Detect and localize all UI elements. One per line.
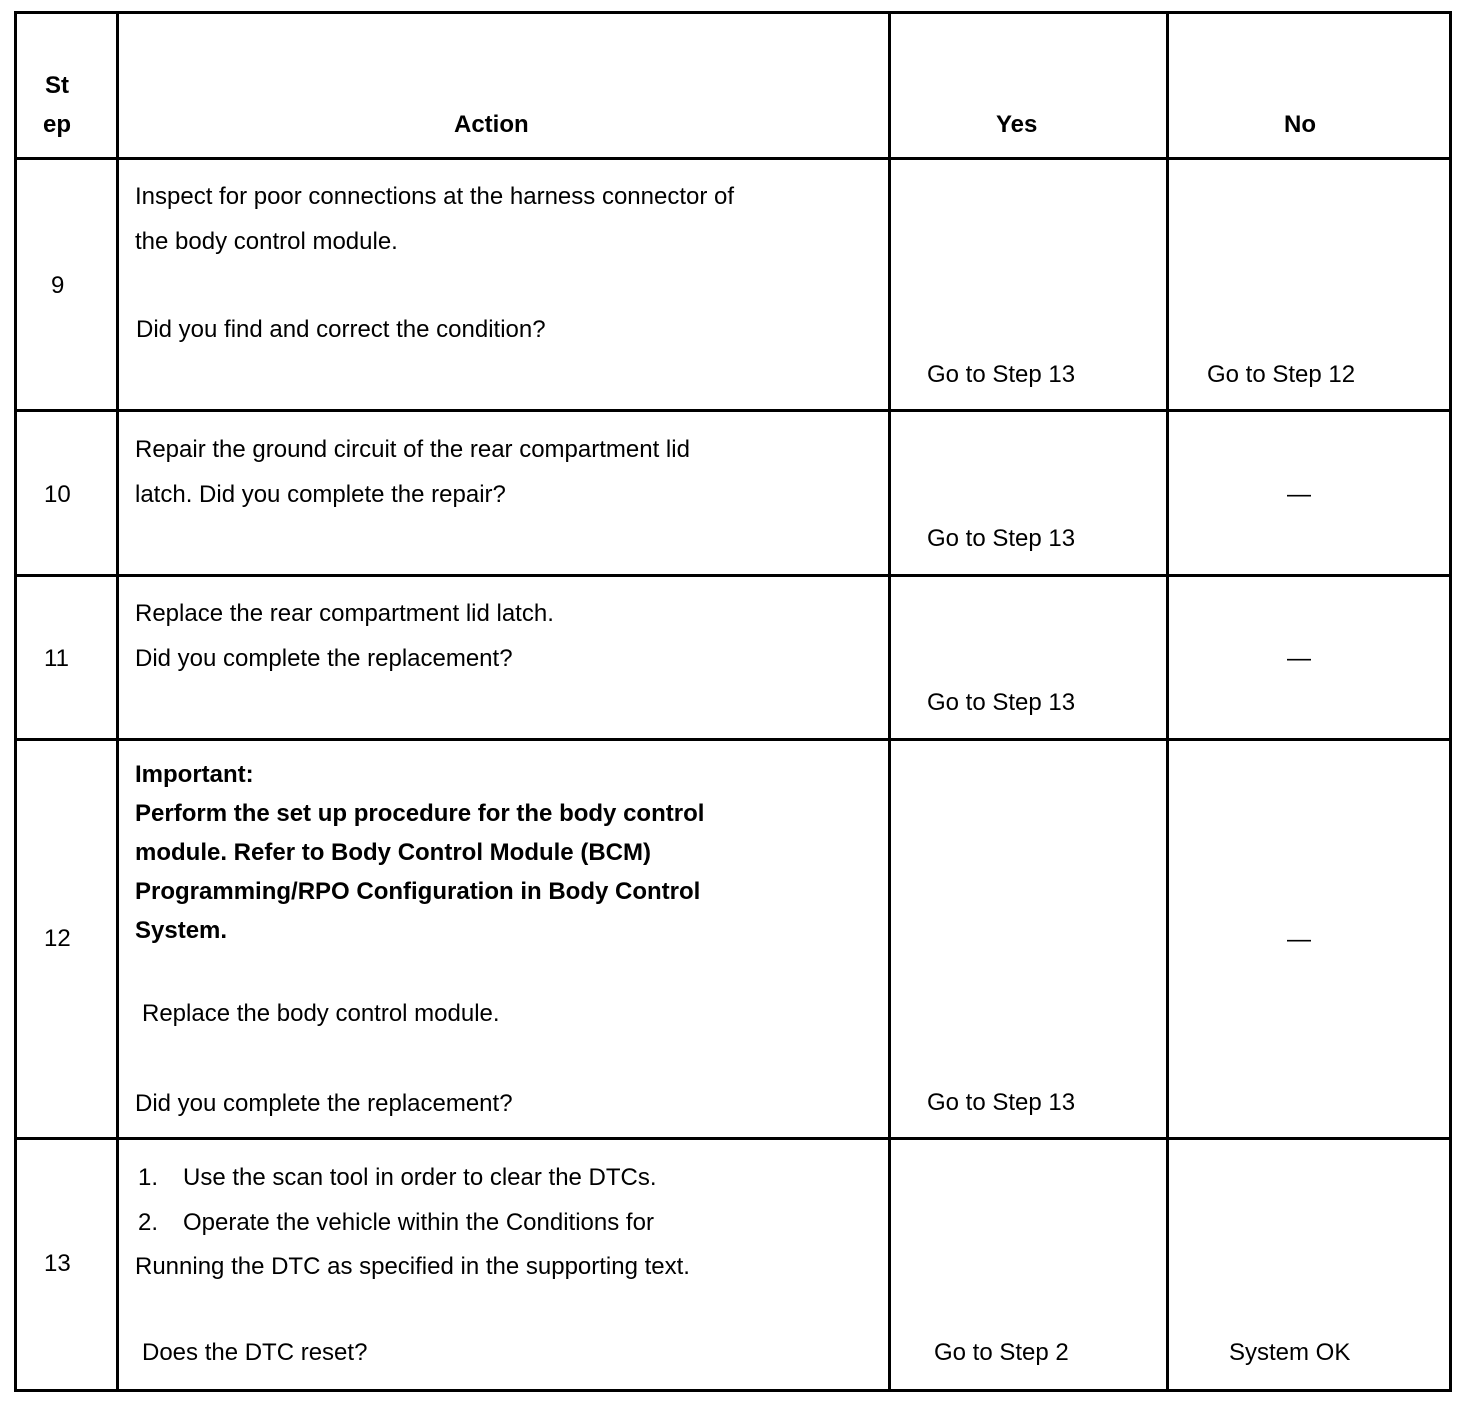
step-number: 13 [44, 1250, 71, 1277]
header-step-line-2: ep [43, 111, 72, 138]
row-divider [14, 409, 1452, 412]
row-divider [14, 738, 1452, 741]
yes-result: Go to Step 13 [927, 525, 1076, 552]
column-divider [1166, 11, 1169, 1392]
no-result: Go to Step 12 [1207, 361, 1356, 388]
step-number: 11 [44, 645, 69, 672]
action-question: Did you complete the replacement? [135, 1090, 513, 1117]
action-text: the body control module. [135, 228, 398, 255]
yes-result: Go to Step 13 [927, 361, 1076, 388]
action-text: Replace the body control module. [142, 1000, 500, 1027]
no-result: — [1287, 481, 1311, 508]
action-text: Running the DTC as specified in the supporting text. [135, 1253, 690, 1280]
table-border-right [1449, 11, 1452, 1392]
step-number: 12 [44, 925, 71, 952]
no-result: System OK [1229, 1339, 1351, 1366]
column-divider [888, 11, 891, 1392]
action-text: Did you complete the replacement? [135, 645, 513, 672]
row-divider [14, 574, 1452, 577]
table-border-bottom [14, 1389, 1452, 1392]
no-result: — [1287, 645, 1311, 672]
list-item-text: Operate the vehicle within the Conditions for [183, 1209, 654, 1236]
no-result: — [1287, 926, 1311, 953]
header-yes: Yes [996, 111, 1038, 138]
important-text: System. [135, 917, 228, 944]
row-divider [14, 157, 1452, 160]
action-question: Does the DTC reset? [142, 1339, 368, 1366]
action-text: Inspect for poor connections at the harness connector of [135, 183, 735, 210]
important-label: Important: [135, 761, 254, 788]
row-divider [14, 1137, 1452, 1140]
column-divider [116, 11, 119, 1392]
list-number: 2. [138, 1209, 159, 1236]
list-item-text: Use the scan tool in order to clear the DTCs. [183, 1164, 657, 1191]
important-text: Programming/RPO Configuration in Body Control [135, 878, 701, 905]
action-text: latch. Did you complete the repair? [135, 481, 506, 508]
table-border-top [14, 11, 1452, 14]
action-text: Repair the ground circuit of the rear compartment lid [135, 436, 690, 463]
yes-result: Go to Step 13 [927, 689, 1076, 716]
yes-result: Go to Step 2 [934, 1339, 1069, 1366]
important-text: module. Refer to Body Control Module (BCM) [135, 839, 651, 866]
action-question: Did you find and correct the condition? [136, 316, 546, 343]
list-number: 1. [138, 1164, 159, 1191]
header-no: No [1284, 111, 1316, 138]
table-border-left [14, 11, 17, 1392]
step-number: 10 [44, 481, 71, 508]
yes-result: Go to Step 13 [927, 1089, 1076, 1116]
step-number: 9 [51, 272, 65, 299]
action-text: Replace the rear compartment lid latch. [135, 600, 554, 627]
important-text: Perform the set up procedure for the body control [135, 800, 705, 827]
header-step-line-1: St [45, 72, 69, 99]
header-action: Action [454, 111, 529, 138]
